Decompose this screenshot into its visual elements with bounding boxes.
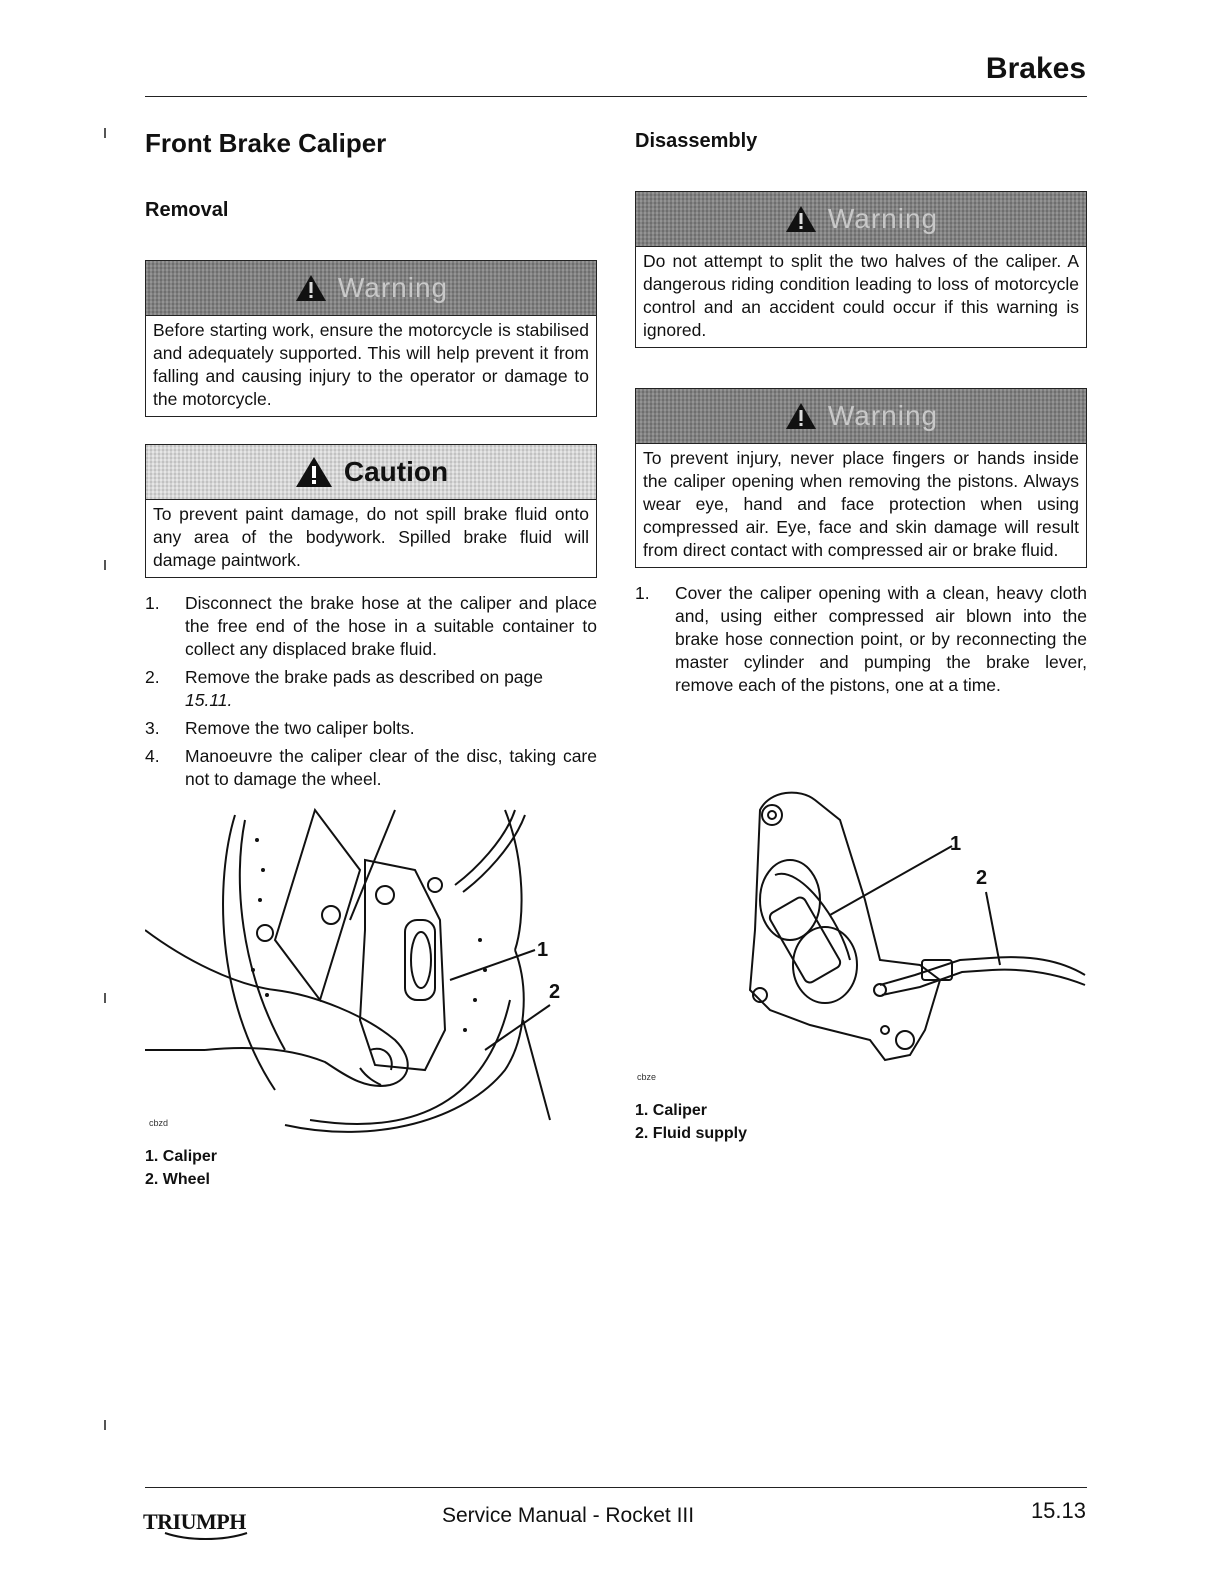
caution-label: Caution (343, 456, 449, 487)
figure-legend (635, 1099, 747, 1145)
page-reference: 15.11. (185, 690, 233, 710)
step-text: Manoeuvre the caliper clear of the disc, taking care not to damage the wheel. (185, 746, 597, 789)
margin-mark (104, 128, 106, 138)
list-item (145, 592, 597, 661)
removal-heading: Removal (145, 199, 229, 221)
figure-legend (145, 1145, 217, 1191)
section-title: Brakes (985, 52, 1086, 85)
triumph-logo (143, 1505, 269, 1541)
caution-header (146, 445, 596, 500)
warning-box (145, 260, 597, 417)
left-column (145, 120, 597, 796)
step-text-wrapper (185, 666, 597, 712)
warning-triangle-icon (784, 204, 818, 234)
legend-item: 2. Wheel (145, 1171, 210, 1188)
page-heading: Front Brake Caliper (145, 128, 387, 158)
warning-header (636, 192, 1086, 247)
step-text: Cover the caliper opening with a clean, heavy cloth and, using either compressed air blown into the brake hose connection point, or by reconnecting the master cylinder and pumping the brake lever, remove each of the pistons, one at a time. (675, 583, 1087, 695)
step-number: 2. (145, 667, 160, 687)
warning-label: Warning (337, 272, 449, 303)
warning-text: Do not attempt to split the two halves of the caliper. A dangerous riding condition leading to loss of motorcycle control and an accident could occur if this warning is ignored. (643, 251, 1079, 340)
caution-box (145, 444, 597, 578)
header-rule (145, 96, 1087, 97)
step-text: Remove the brake pads as described on page (185, 667, 544, 687)
footer-title: Service Manual - Rocket III (442, 1504, 695, 1527)
warning-text: Before starting work, ensure the motorcycle is stabilised and adequately supported. This will help prevent it from falling and causing injury to the operator or damage to the motorcycle. (153, 320, 589, 409)
legend-item: 1. Caliper (145, 1148, 218, 1165)
step-number: 1. (145, 593, 160, 613)
step-number: 4. (145, 746, 160, 766)
callout-2: 2 (549, 981, 561, 1003)
removal-steps (145, 592, 597, 791)
step-number: 3. (145, 718, 160, 738)
figure-code: cbzd (149, 1118, 169, 1128)
caution-triangle-icon (294, 455, 334, 489)
list-item (635, 582, 1087, 697)
warning-label: Warning (827, 203, 939, 234)
disassembly-heading: Disassembly (635, 130, 758, 152)
callout-2: 2 (976, 867, 988, 889)
warning-label: Warning (827, 400, 939, 431)
warning-text: To prevent injury, never place fingers or hands inside the caliper opening when removing the pistons. Always wear eye, hand and face protection when using compressed air. Eye, face and skin damage will result from direct contact with compressed air or brake fluid. (643, 448, 1079, 560)
step-number: 1. (635, 583, 650, 603)
margin-mark (104, 993, 106, 1003)
warning-header (146, 261, 596, 316)
legend-item: 1. Caliper (635, 1102, 708, 1119)
list-item (145, 666, 597, 712)
right-column (635, 120, 1087, 702)
warning-header (636, 389, 1086, 444)
step-text: Disconnect the brake hose at the caliper and place the free end of the hose in a suitable container to collect any displaced brake fluid. (185, 593, 597, 659)
list-item (145, 717, 597, 740)
list-item (145, 745, 597, 791)
margin-mark (104, 560, 106, 570)
disassembly-steps (635, 582, 1087, 697)
warning-triangle-icon (784, 401, 818, 431)
margin-mark (104, 1420, 106, 1430)
step-text: Remove the two caliper bolts. (185, 718, 415, 738)
caliper-disassembly-illustration (730, 780, 1090, 1070)
page-number: 15.13 (1030, 1498, 1086, 1523)
warning-triangle-icon (294, 273, 328, 303)
footer-rule (145, 1487, 1087, 1488)
caliper-removal-illustration (145, 800, 585, 1140)
warning-box (635, 388, 1087, 568)
callout-1: 1 (537, 939, 549, 961)
figure-code: cbze (637, 1072, 657, 1082)
legend-item: 2. Fluid supply (635, 1125, 748, 1142)
brand-text: TRIUMPH (143, 1509, 246, 1534)
caution-text: To prevent paint damage, do not spill brake fluid onto any area of the bodywork. Spilled brake fluid will damage paintwork. (153, 504, 589, 570)
warning-box (635, 191, 1087, 348)
callout-1: 1 (950, 833, 962, 855)
